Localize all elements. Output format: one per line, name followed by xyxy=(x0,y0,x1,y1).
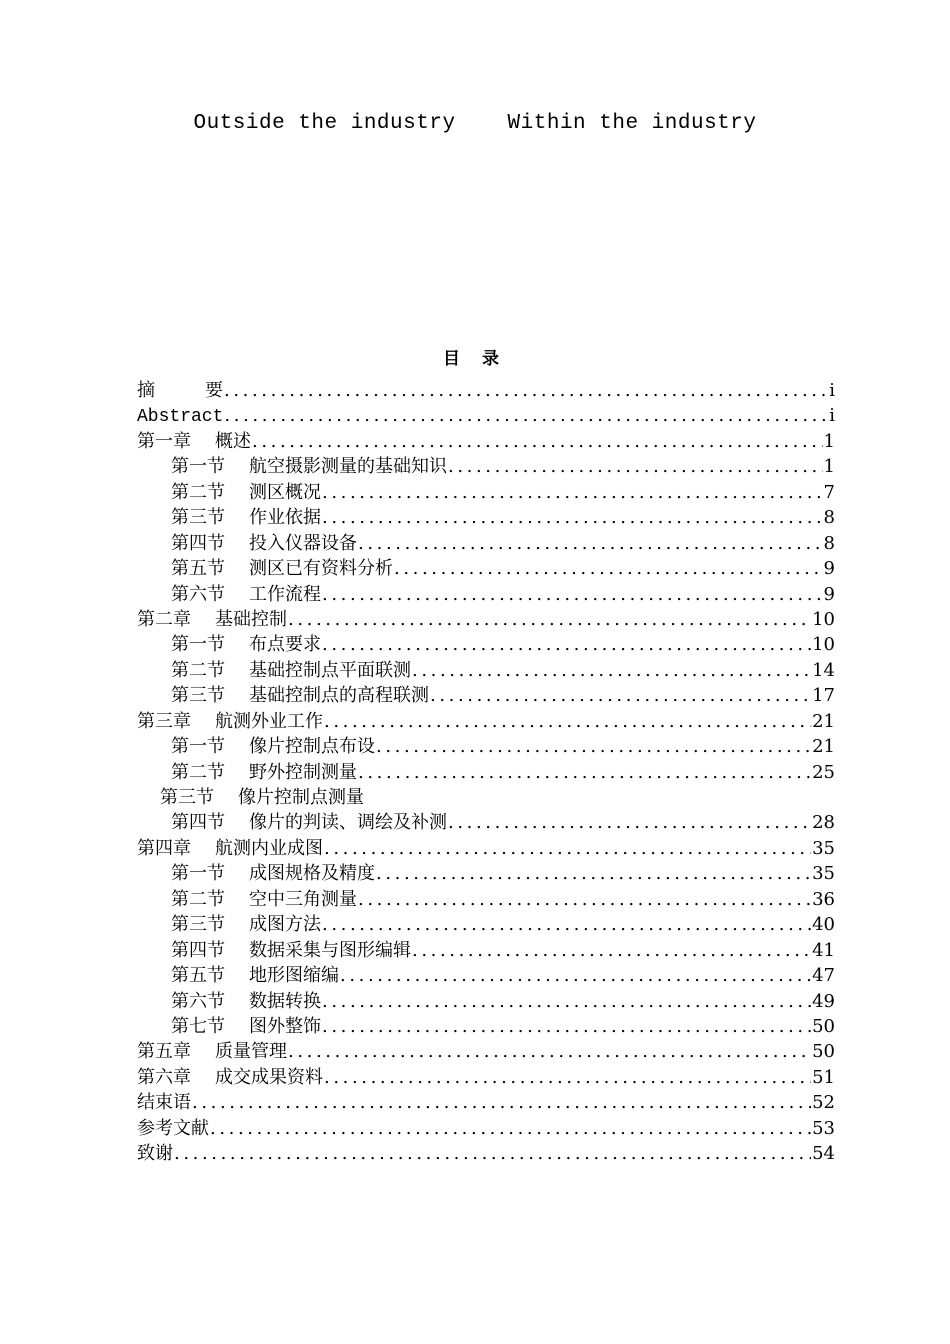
toc-entry-label xyxy=(171,531,357,556)
toc-entry-title: 航测外业工作 xyxy=(215,710,323,732)
toc-entry-title: 图外整饰 xyxy=(249,1015,321,1037)
toc-entry-number: 第三章 xyxy=(137,710,191,732)
toc-entry-title: 数据转换 xyxy=(249,990,321,1012)
toc-entry-leader-dots xyxy=(321,989,811,1014)
toc-entry-label xyxy=(171,632,321,657)
toc-entry-leader-dots xyxy=(321,480,823,505)
toc-entry-title: 像片控制点布设 xyxy=(249,736,375,758)
toc-entry-title: 要 xyxy=(205,380,223,401)
toc-entry-label xyxy=(171,810,447,835)
toc-entry[interactable] xyxy=(137,505,835,530)
toc-entry-label xyxy=(171,861,375,886)
toc-entry[interactable] xyxy=(137,556,835,581)
toc-entry-label xyxy=(160,785,364,810)
toc-entry-number: 第三节 xyxy=(171,685,225,707)
toc-entry-number: 第一章 xyxy=(137,430,191,452)
toc-entry[interactable] xyxy=(137,989,835,1014)
toc-entry-label xyxy=(171,683,429,708)
toc-entry[interactable] xyxy=(137,734,835,759)
toc-entry-page-number: 7 xyxy=(823,481,835,503)
toc-entry-title: 概述 xyxy=(215,430,251,452)
toc-entry-page-number: 1 xyxy=(823,456,835,478)
toc-entry[interactable] xyxy=(137,632,835,657)
toc-entry-leader-dots xyxy=(223,403,828,428)
toc-entry-leader-dots xyxy=(321,632,811,657)
toc-entry-page-number: 40 xyxy=(812,914,835,936)
toc-entry-title: 投入仪器设备 xyxy=(249,532,357,554)
toc-entry-label xyxy=(137,1141,173,1166)
toc-entry[interactable] xyxy=(137,963,835,988)
toc-entry-label xyxy=(171,938,411,963)
toc-title: 目 录 xyxy=(443,349,507,369)
toc-entry-leader-dots xyxy=(411,658,811,683)
toc-entry-title: 质量管理 xyxy=(215,1041,287,1063)
toc-entry[interactable] xyxy=(137,531,835,556)
toc-entry-label xyxy=(137,607,287,632)
toc-entry-leader-dots xyxy=(375,861,811,886)
toc-entry-label xyxy=(171,658,411,683)
toc-entry-leader-dots xyxy=(191,1090,811,1115)
toc-entry-title: 参考文献 xyxy=(137,1117,209,1139)
toc-entry-page-number: 14 xyxy=(812,659,835,681)
toc-entry[interactable] xyxy=(137,1141,835,1166)
toc-entry-leader-dots xyxy=(173,1141,811,1166)
toc-entry-label xyxy=(171,556,393,581)
toc-entry-page-number: 10 xyxy=(812,608,835,630)
toc-entry-leader-dots xyxy=(321,912,811,937)
toc-entry-leader-dots xyxy=(321,1014,811,1039)
toc-entry-label xyxy=(137,1090,191,1115)
toc-entry-leader-dots xyxy=(375,734,811,759)
toc-entry-title: 成图方法 xyxy=(249,914,321,936)
toc-entry[interactable] xyxy=(137,582,835,607)
toc-entry-number: 第六节 xyxy=(171,583,225,605)
toc-entry-label xyxy=(171,505,321,530)
toc-entry-page-number: 8 xyxy=(823,532,835,554)
toc-entry-label xyxy=(137,1039,287,1064)
toc-entry-page-number: 35 xyxy=(812,837,835,859)
toc-entry-number: 第四章 xyxy=(137,837,191,859)
toc-entry-leader-dots xyxy=(447,810,811,835)
toc-entry-title: 成交成果资料 xyxy=(215,1066,323,1088)
toc-entry-leader-dots xyxy=(323,836,811,861)
toc-entry-title: 空中三角测量 xyxy=(249,888,357,910)
toc-entry-number: 第六节 xyxy=(171,990,225,1012)
toc-entry-number: 摘 xyxy=(137,380,155,401)
toc-entry-leader-dots xyxy=(357,760,811,785)
toc-entry-page-number: 10 xyxy=(812,634,835,656)
toc-entry-page-number: 9 xyxy=(823,583,835,605)
toc-entry-number: 第一节 xyxy=(171,863,225,885)
table-of-contents xyxy=(137,378,835,1167)
toc-entry-page-number: 17 xyxy=(812,685,835,707)
toc-entry-title: 航空摄影测量的基础知识 xyxy=(249,456,447,478)
toc-entry-number: 第二节 xyxy=(171,888,225,910)
toc-entry[interactable] xyxy=(137,1090,835,1115)
toc-entry-title: 工作流程 xyxy=(249,583,321,605)
toc-entry[interactable] xyxy=(137,785,835,810)
toc-entry-label xyxy=(171,963,339,988)
toc-entry[interactable] xyxy=(137,1116,835,1141)
toc-entry-title: 地形图缩编 xyxy=(249,965,339,987)
toc-entry-title: 航测内业成图 xyxy=(215,837,323,859)
toc-entry[interactable] xyxy=(137,480,835,505)
toc-entry-page-number: 21 xyxy=(812,736,835,758)
toc-entry-title: Abstract xyxy=(137,407,224,428)
toc-entry-number: 第四节 xyxy=(171,812,225,834)
toc-entry-label xyxy=(171,1014,321,1039)
toc-entry-leader-dots xyxy=(357,887,811,912)
toc-entry-page-number: 51 xyxy=(812,1066,835,1088)
header-left-text: Outside the industry xyxy=(193,112,456,135)
toc-entry[interactable] xyxy=(137,429,835,454)
toc-entry-leader-dots xyxy=(447,454,823,479)
toc-entry-title: 致谢 xyxy=(137,1143,173,1165)
toc-entry-page-number: 54 xyxy=(812,1143,835,1165)
toc-entry-page-number: 52 xyxy=(812,1092,835,1114)
toc-entry-label xyxy=(137,378,223,403)
toc-entry-page-number: 35 xyxy=(812,863,835,885)
toc-entry-leader-dots xyxy=(323,709,811,734)
toc-entry-number: 第二节 xyxy=(171,761,225,783)
toc-entry-number: 第一节 xyxy=(171,736,225,758)
toc-entry[interactable] xyxy=(137,607,835,632)
toc-entry[interactable] xyxy=(137,454,835,479)
toc-entry[interactable] xyxy=(137,1065,835,1090)
toc-entry-label xyxy=(171,760,357,785)
toc-entry-title: 作业依据 xyxy=(249,507,321,529)
toc-entry-page-number: 53 xyxy=(812,1117,835,1139)
toc-entry-number: 第一节 xyxy=(171,456,225,478)
toc-entry-leader-dots xyxy=(287,607,811,632)
toc-entry-leader-dots xyxy=(321,505,823,530)
toc-entry-label xyxy=(171,912,321,937)
toc-entry-number: 第六章 xyxy=(137,1066,191,1088)
toc-entry-number: 第二节 xyxy=(171,481,225,503)
toc-entry-label xyxy=(171,480,321,505)
toc-entry-title: 基础控制 xyxy=(215,608,287,630)
toc-entry-label xyxy=(137,429,251,454)
toc-entry-page-number: 9 xyxy=(823,558,835,580)
toc-entry[interactable] xyxy=(137,403,835,428)
toc-entry-number: 第四节 xyxy=(171,939,225,961)
toc-entry-number: 第一节 xyxy=(171,634,225,656)
toc-entry[interactable] xyxy=(137,938,835,963)
toc-entry[interactable] xyxy=(137,810,835,835)
toc-entry-leader-dots xyxy=(393,556,823,581)
toc-entry-page-number: 50 xyxy=(812,1041,835,1063)
toc-entry-label xyxy=(137,1065,323,1090)
toc-entry[interactable] xyxy=(137,836,835,861)
toc-entry-number: 第五章 xyxy=(137,1041,191,1063)
toc-entry-page-number: 25 xyxy=(812,761,835,783)
toc-entry-title: 基础控制点的高程联测 xyxy=(249,685,429,707)
toc-entry-number: 第二章 xyxy=(137,608,191,630)
toc-entry-title: 像片的判读、调绘及补测 xyxy=(249,812,447,834)
toc-entry-page-number: i xyxy=(829,405,835,427)
toc-entry-label xyxy=(171,454,447,479)
toc-entry-leader-dots xyxy=(339,963,811,988)
toc-entry-leader-dots xyxy=(429,683,811,708)
toc-entry-leader-dots xyxy=(251,429,823,454)
toc-entry-label xyxy=(137,1116,209,1141)
toc-entry[interactable] xyxy=(137,760,835,785)
toc-entry-page-number: 49 xyxy=(812,990,835,1012)
toc-entry-leader-dots xyxy=(209,1116,811,1141)
toc-entry-title: 像片控制点测量 xyxy=(238,787,364,808)
toc-entry-title: 基础控制点平面联测 xyxy=(249,659,411,681)
toc-entry-label xyxy=(137,405,223,428)
toc-entry-leader-dots xyxy=(223,378,828,403)
toc-entry-page-number: 41 xyxy=(812,939,835,961)
toc-entry[interactable] xyxy=(137,378,835,403)
toc-entry-page-number: 21 xyxy=(812,710,835,732)
toc-entry-leader-dots xyxy=(321,582,823,607)
toc-entry-title: 成图规格及精度 xyxy=(249,863,375,885)
toc-entry-page-number: 47 xyxy=(812,965,835,987)
toc-entry-number: 第五节 xyxy=(171,558,225,580)
toc-entry-number: 第五节 xyxy=(171,965,225,987)
toc-entry-label xyxy=(171,989,321,1014)
toc-entry-number: 第三节 xyxy=(160,787,214,808)
toc-entry[interactable] xyxy=(137,1039,835,1064)
toc-entry-page-number: 50 xyxy=(812,1015,835,1037)
toc-entry-label xyxy=(171,734,375,759)
toc-entry-label xyxy=(137,836,323,861)
toc-entry-leader-dots xyxy=(357,531,823,556)
toc-entry-number: 第三节 xyxy=(171,507,225,529)
toc-entry-page-number: 28 xyxy=(812,812,835,834)
toc-entry-page-number: 36 xyxy=(812,888,835,910)
toc-entry-title: 结束语 xyxy=(137,1092,191,1114)
toc-entry-title: 布点要求 xyxy=(249,634,321,656)
toc-entry-number: 第七节 xyxy=(171,1015,225,1037)
toc-entry-leader-dots xyxy=(323,1065,811,1090)
toc-entry[interactable] xyxy=(137,709,835,734)
toc-entry-number: 第二节 xyxy=(171,659,225,681)
toc-entry[interactable] xyxy=(137,861,835,886)
toc-entry[interactable] xyxy=(137,912,835,937)
toc-entry-page-number: 1 xyxy=(823,430,835,452)
toc-entry-leader-dots xyxy=(287,1039,811,1064)
toc-entry-label xyxy=(171,582,321,607)
page-header xyxy=(0,112,950,135)
toc-entry[interactable] xyxy=(137,658,835,683)
toc-entry[interactable] xyxy=(137,1014,835,1039)
toc-entry-number: 第四节 xyxy=(171,532,225,554)
toc-entry-label xyxy=(137,709,323,734)
toc-entry[interactable] xyxy=(137,887,835,912)
toc-entry-title: 野外控制测量 xyxy=(249,761,357,783)
toc-entry-title: 测区已有资料分析 xyxy=(249,558,393,580)
header-right-text: Within the industry xyxy=(507,112,757,135)
toc-entry-title: 数据采集与图形编辑 xyxy=(249,939,411,961)
toc-entry-page-number: 8 xyxy=(823,507,835,529)
toc-entry-leader-dots xyxy=(411,938,811,963)
toc-entry[interactable] xyxy=(137,683,835,708)
toc-entry-page-number: i xyxy=(829,380,835,401)
toc-entry-title: 测区概况 xyxy=(249,481,321,503)
toc-entry-label xyxy=(171,887,357,912)
toc-entry-number: 第三节 xyxy=(171,914,225,936)
